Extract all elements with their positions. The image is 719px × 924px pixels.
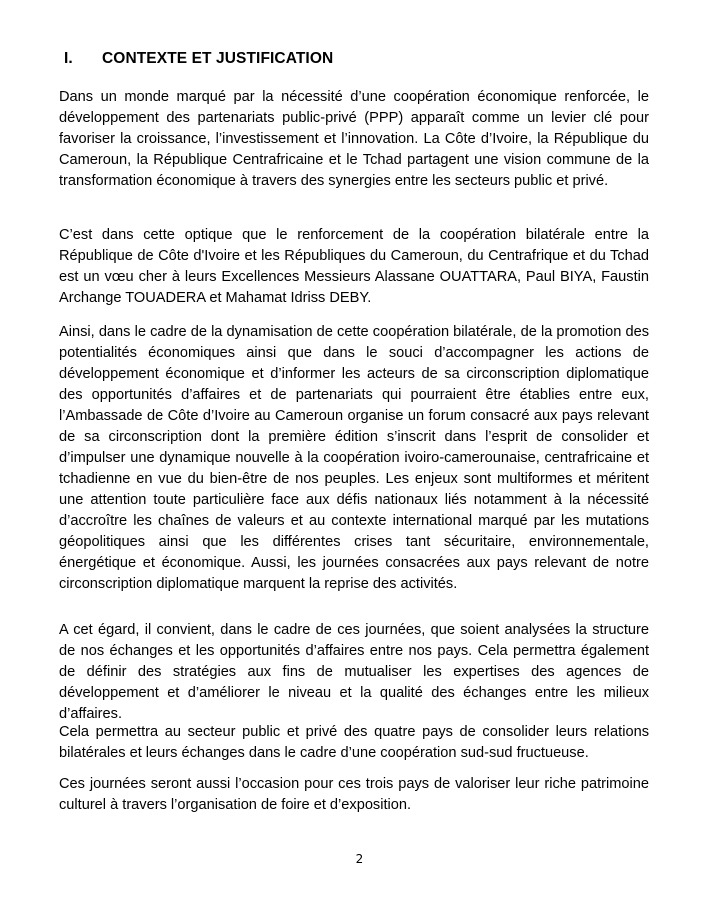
paragraph-bilateral-cooperation: C’est dans cette optique que le renforcement de la coopération bilatérale entre la République de Côte d'Ivoire et les Républiques du Cameroun, du Centrafrique et du Tchad est un vœu cher à leurs Excellences Messieurs Alassane OUATTARA, Paul BIYA, Faustin Archange TOUADERA et Mahamat Idriss DEBY. [59,227,649,306]
paragraph-consolidation: Cela permettra au secteur public et privé des quatre pays de consolider leurs relations bilatérales et leurs échanges dans le cadre d’une coopération sud-sud fructueuse. [59,724,649,761]
page-number: 2 [355,852,364,866]
section-title: CONTEXTE ET JUSTIFICATION [102,50,334,67]
section-heading [64,50,333,68]
paragraph-context: Dans un monde marqué par la nécessité d’une coopération économique renforcée, le développement des partenariats public-privé (PPP) apparaît comme un levier clé pour favoriser la croissance, l’investissement et l’innovation. La Côte d’Ivoire, la République du Cameroun, la République Centrafricaine et le Tchad partagent une vision commune de la transformation économique à travers des synergies entre les secteurs public et privé. [59,89,649,189]
paragraph-forum: Ainsi, dans le cadre de la dynamisation de cette coopération bilatérale, de la promotion des potentialités économiques ainsi que dans le souci d’accompagner les actions de développement économique et d’informer les acteurs de sa circonscription diplomatique des opportunités d’affaires et de partenariats qui pourraient être établies entre eux, l’Ambassade de Côte d’Ivoire au Cameroun organise un forum consacré aux pays relevant de sa circonscription dont la première édition s’inscrit dans l’esprit de consolider et d’impulser une dynamique nouvelle à la coopération ivoiro-camerounaise, centrafricaine et tchadienne en vue du bien-être de nos peuples. Les enjeux sont multiformes et méritent une attention toute particulière face aux défis nationaux liés notamment à la nécessité d’accroître les chaînes de valeurs et au contexte international marqué par les mutations géopolitiques ainsi que les différentes crises tant sécuritaire, environnementale, énergétique et économique. Aussi, les journées consacrées aux pays relevant de notre circonscription diplomatique marquent la reprise des activités. [59,324,649,592]
paragraph-culture: Ces journées seront aussi l’occasion pour ces trois pays de valoriser leur riche patrimoine culturel à travers l’organisation de foire et d’exposition. [59,776,649,813]
paragraph-analysis: A cet égard, il convient, dans le cadre de ces journées, que soient analysées la structure de nos échanges et les opportunités d’affaires entre nos pays. Cela permettra également de définir des stratégies aux fins de mutualiser les expertises des agences de développement et d’améliorer le niveau et la qualité des échanges entre les milieux d’affaires. [59,622,649,722]
section-number: I. [64,50,73,67]
